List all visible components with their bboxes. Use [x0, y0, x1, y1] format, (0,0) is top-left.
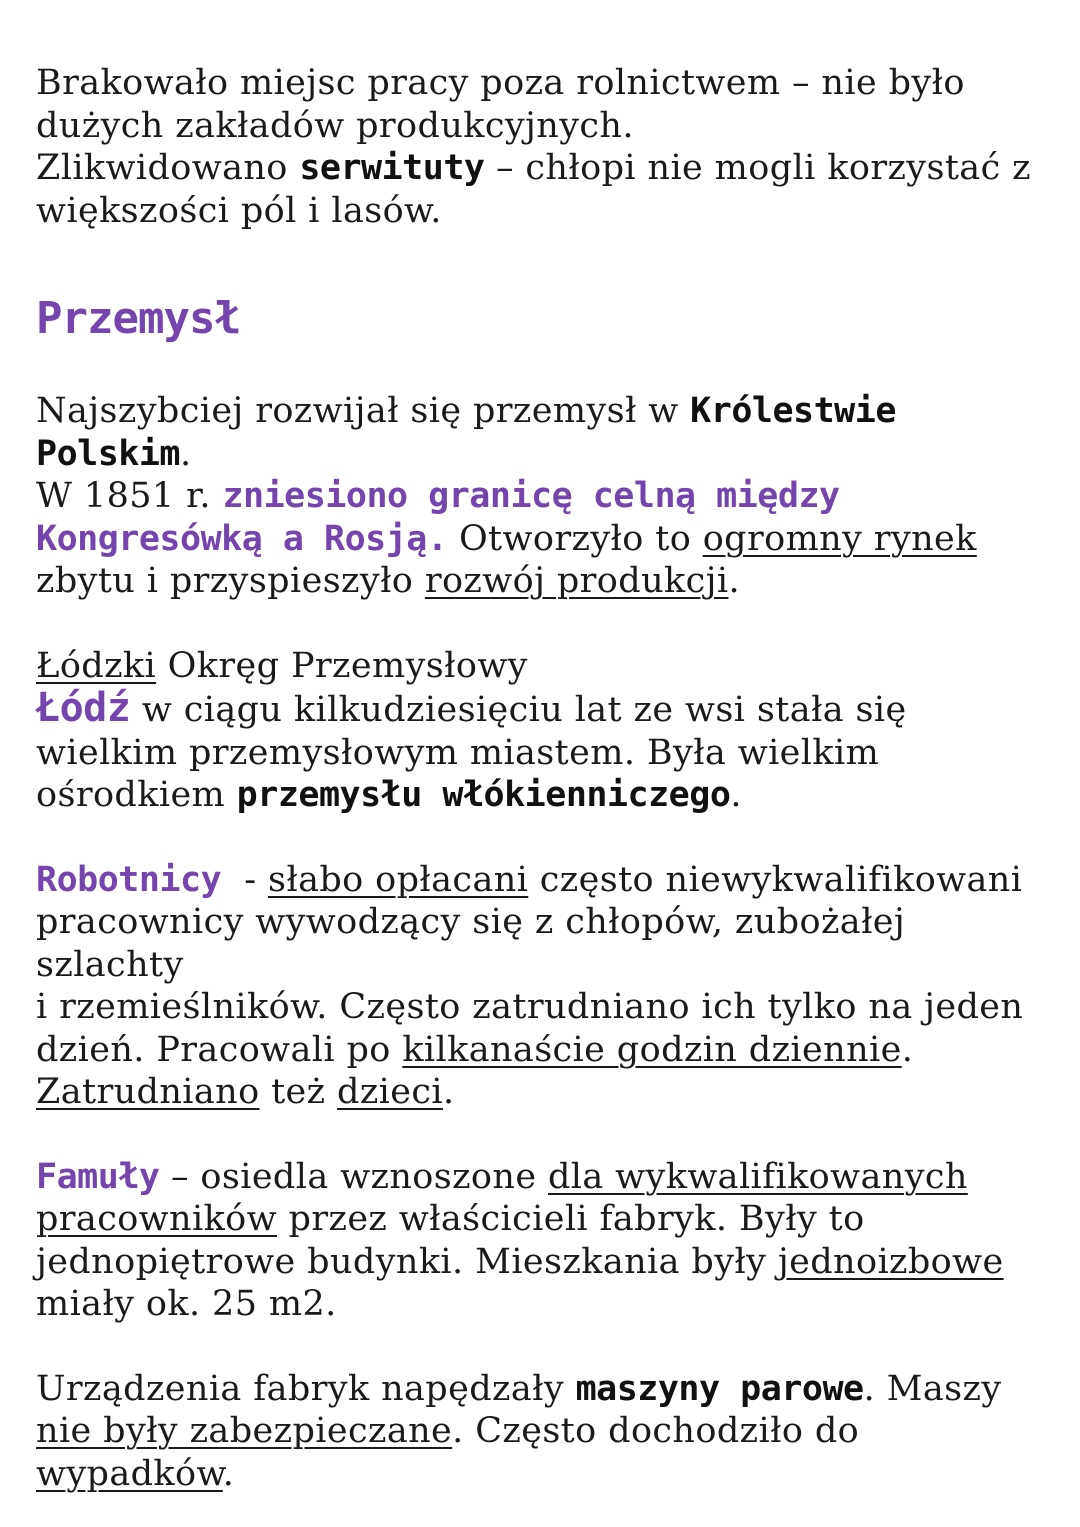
robotnicy-paragraph: [36, 859, 1056, 1114]
underlined-lodzki: Łódzki: [36, 645, 157, 686]
text-run: Najszybciej rozwijał się przemysł w: [36, 391, 691, 431]
underlined-wykwalifikowanych: dla wykwalifikowanych: [547, 1156, 968, 1197]
intro-line-4: większości pól i lasów.: [36, 190, 442, 231]
underlined-godzin: kilkanaście godzin dziennie: [402, 1029, 902, 1070]
wlokiennictwo-term: przemysłu włókienniczego: [236, 775, 731, 815]
maszyny-term: maszyny parowe: [575, 1368, 864, 1409]
text-run: też: [259, 1072, 338, 1112]
serwituty-term: serwituty: [299, 148, 485, 188]
underlined-wypadkow: wypadków: [36, 1453, 223, 1494]
text-run: .: [728, 561, 741, 601]
intro-line-2: dużych zakładów produkcyjnych.: [36, 105, 634, 146]
text-run: zbytu i przyspieszyło: [36, 561, 425, 601]
text-run: .: [730, 775, 742, 815]
text-run: W 1851 r.: [36, 476, 223, 516]
text-run: -: [221, 859, 268, 900]
text-run: w ciągu kilkudziesięciu lat ze wsi stała się: [130, 690, 907, 730]
famuly-paragraph: [36, 1156, 1056, 1326]
text-run: i rzemieślników. Często zatrudniano ich tylko na jeden: [36, 987, 1024, 1027]
underlined-rozwoj: rozwój produkcji: [424, 561, 729, 601]
krolestwo-term: Królestwie Polskim: [36, 391, 896, 474]
robotnicy-term: Robotnicy: [36, 859, 222, 900]
text-run: . Często dochodziło do: [452, 1411, 860, 1451]
customs-highlight-2: Kongresówką a Rosją.: [36, 518, 448, 559]
text-run: przez właścicieli fabryk. Były to: [277, 1199, 865, 1239]
text-run: ośrodkiem: [36, 775, 237, 815]
text-run: .: [222, 1453, 235, 1494]
text-run: .: [901, 1029, 914, 1070]
intro-line-1: Brakowało miejsc pracy poza rolnictwem – nie było: [36, 63, 965, 103]
section-heading: Przemysł: [36, 293, 240, 344]
text-run: pracownicy wywodzący się z chłopów, zubożałej szlachty: [36, 902, 906, 985]
lodz-term: Łódź: [36, 685, 131, 731]
lodz-paragraph: [36, 645, 1056, 817]
intro-paragraph: [36, 62, 1056, 232]
text-run: .: [442, 1072, 455, 1112]
intro-line-3c: – chłopi nie mogli korzystać z: [484, 148, 1031, 188]
underlined-jednoizbowe: jednoizbowe: [777, 1241, 1004, 1282]
underlined-rynek: ogromny rynek: [702, 518, 977, 559]
underlined-zatrudniano: Zatrudniano: [36, 1072, 260, 1112]
maszyny-paragraph: [36, 1368, 1056, 1496]
underlined-zabezpieczane: nie były zabezpieczane: [36, 1411, 453, 1451]
text-run: miały ok. 25 m2.: [36, 1284, 337, 1324]
underlined-oplacani: słabo opłacani: [267, 859, 529, 900]
text-run: . Maszy: [863, 1368, 1002, 1409]
underlined-dzieci: dzieci: [337, 1072, 443, 1112]
text-run: – osiedla wznoszone: [159, 1156, 548, 1197]
underlined-pracownikow: pracowników: [36, 1199, 278, 1239]
text-run: często niewykwalifikowani: [528, 859, 1023, 900]
text-run: Otworzyło to: [447, 518, 703, 559]
famuly-term: Famuły: [36, 1156, 160, 1197]
text-run: dzień. Pracowali po: [36, 1029, 403, 1070]
text-run: jednopiętrowe budynki. Mieszkania były: [36, 1241, 778, 1282]
intro-line-3a: Zlikwidowano: [36, 148, 300, 188]
document-page: [36, 62, 1056, 1495]
text-run: Urządzenia fabryk napędzały: [36, 1368, 576, 1409]
customs-highlight-1: zniesiono granicę celną między: [222, 476, 840, 516]
text-run: wielkim przemysłowym miastem. Była wielkim: [36, 732, 880, 773]
text-run: .: [180, 433, 192, 474]
krolestwo-paragraph: [36, 390, 1056, 603]
text-run: Okręg Przemysłowy: [156, 645, 528, 686]
